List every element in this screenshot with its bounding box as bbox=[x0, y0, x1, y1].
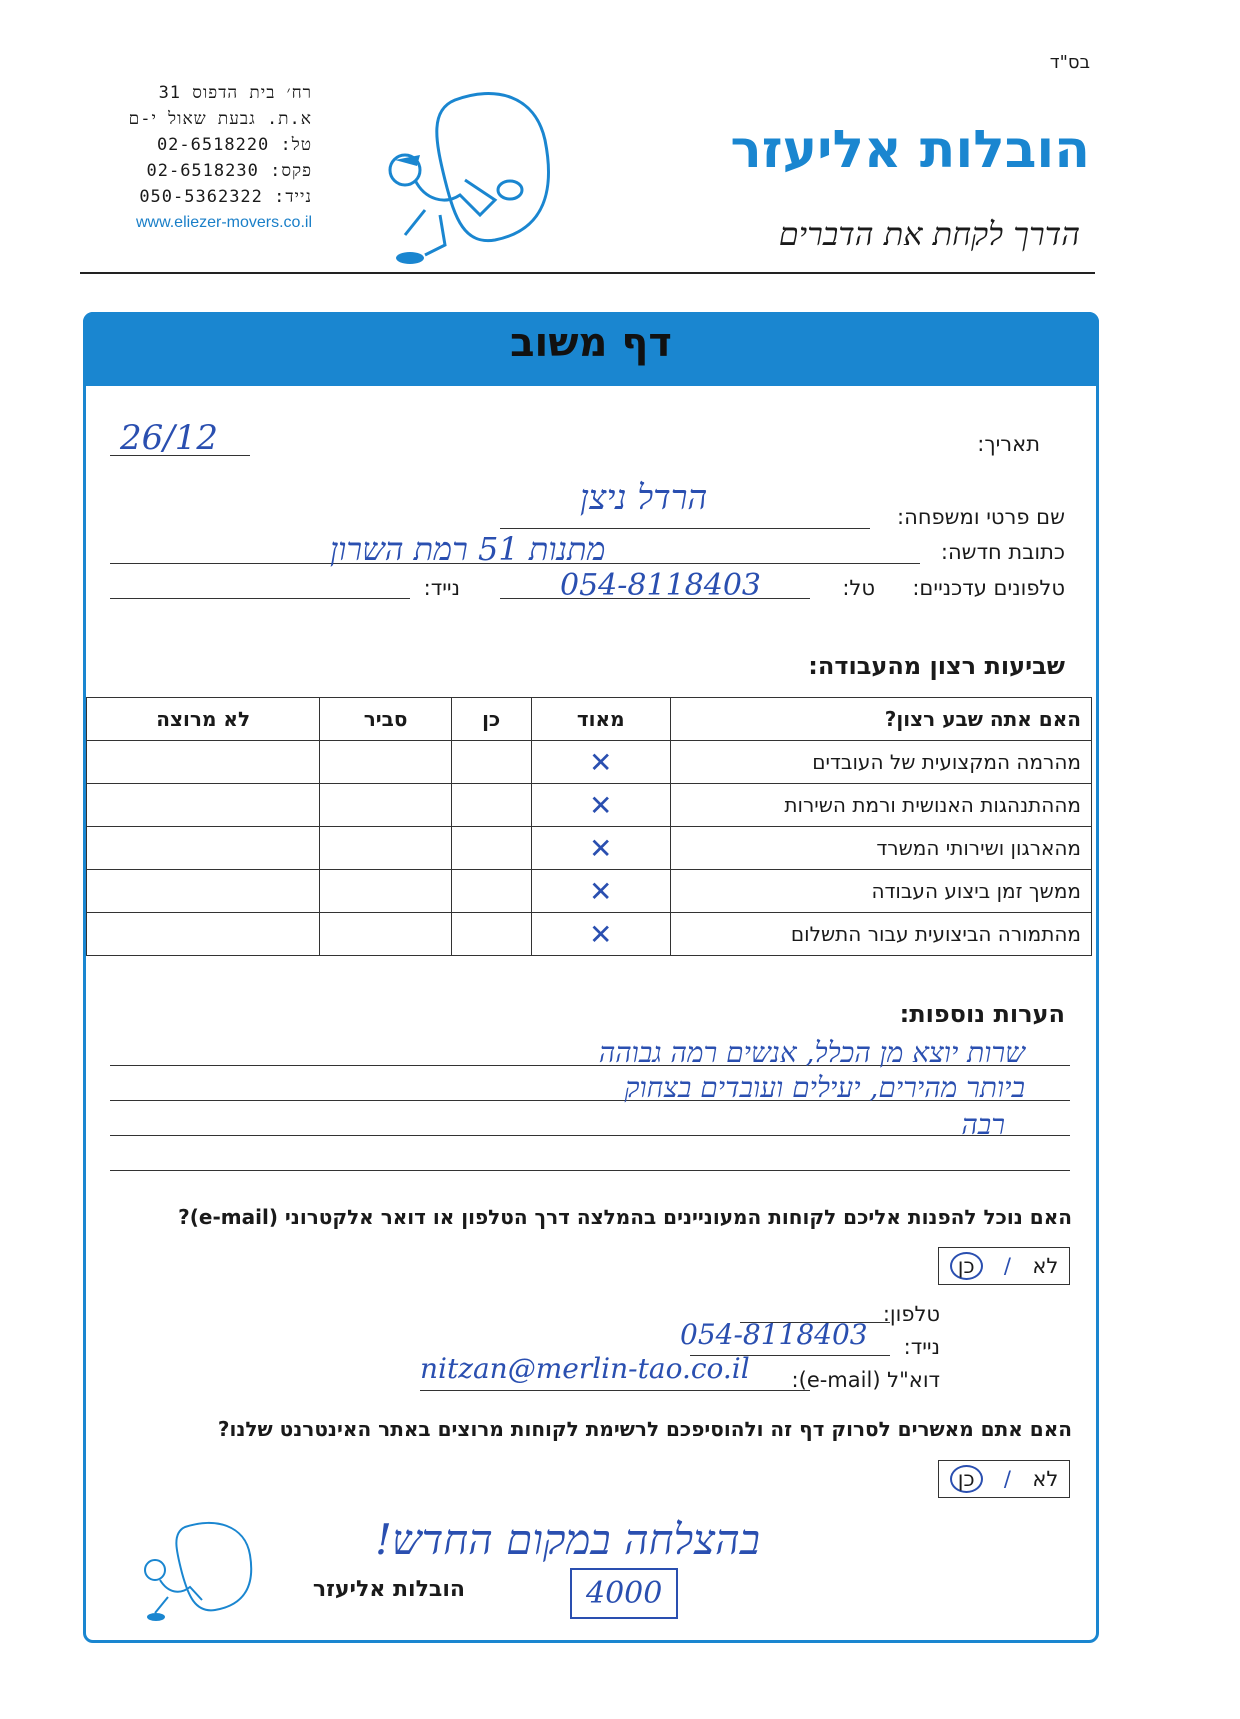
notes-text-3: רבה bbox=[961, 1108, 1005, 1141]
notes-line-3 bbox=[110, 1135, 1070, 1136]
contact-area: א.ת. גבעת שאול י-ם bbox=[128, 109, 312, 129]
row-label: ממשך זמן ביצוע העבודה bbox=[671, 870, 1092, 913]
empty-cell[interactable] bbox=[320, 784, 452, 827]
phones-label: טלפונים עדכניים: bbox=[912, 576, 1065, 600]
table-row bbox=[87, 827, 1092, 870]
check-mark[interactable]: ✕ bbox=[531, 827, 671, 870]
empty-cell[interactable] bbox=[87, 741, 320, 784]
empty-cell[interactable] bbox=[320, 870, 452, 913]
empty-cell[interactable] bbox=[320, 827, 452, 870]
address-label: כתובת חדשה: bbox=[940, 540, 1065, 564]
date-label: תאריך: bbox=[977, 432, 1040, 456]
mobile-line bbox=[110, 598, 410, 599]
satisfaction-title: שביעות רצון מהעבודה: bbox=[808, 652, 1065, 680]
header-divider bbox=[80, 272, 1095, 274]
contact-block bbox=[82, 80, 312, 236]
referral-yes-no[interactable]: לא / כן bbox=[938, 1247, 1070, 1285]
address-value: מתנות 51 רמת השרון bbox=[330, 530, 606, 568]
empty-cell[interactable] bbox=[87, 827, 320, 870]
referral-yes-option[interactable]: כן bbox=[950, 1252, 983, 1280]
mover-mascot-small-icon bbox=[140, 1515, 270, 1625]
empty-cell[interactable] bbox=[451, 784, 531, 827]
name-line bbox=[500, 528, 870, 529]
contact-street: רח׳ בית הדפוס 31 bbox=[158, 83, 312, 103]
column-header: האם אתה שבע רצון? bbox=[671, 698, 1092, 741]
contact-fax: פקס: 02-6518230 bbox=[146, 161, 312, 181]
check-mark[interactable]: ✕ bbox=[531, 870, 671, 913]
publish-yes-no[interactable]: לא / כן bbox=[938, 1460, 1070, 1498]
column-header: סביר bbox=[320, 698, 452, 741]
column-header: לא מרוצה bbox=[87, 698, 320, 741]
referral-question: האם נוכל להפנות אליכם לקוחות המעוניינים בהמלצה דרך הטלפון או דואר אלקטרוני (e-mail)? bbox=[178, 1205, 1072, 1229]
check-mark[interactable]: ✕ bbox=[531, 784, 671, 827]
footer-company: הובלות אליעזר bbox=[312, 1577, 465, 1602]
mover-mascot-icon bbox=[385, 80, 610, 270]
referral-email-line bbox=[420, 1390, 810, 1391]
empty-cell[interactable] bbox=[451, 741, 531, 784]
contact-website: www.eliezer-movers.co.il bbox=[135, 214, 312, 231]
table-row bbox=[87, 870, 1092, 913]
referral-no-option[interactable]: לא bbox=[1032, 1254, 1059, 1278]
closing-message: בהצלחה במקום החדש! bbox=[375, 1515, 760, 1564]
empty-cell[interactable] bbox=[320, 741, 452, 784]
contact-phone: טל: 02-6518220 bbox=[156, 135, 312, 155]
bsd-mark: בס"ד bbox=[1049, 52, 1090, 73]
company-slogan: הדרך לקחת את הדברים bbox=[778, 215, 1080, 253]
empty-cell[interactable] bbox=[320, 913, 452, 956]
referral-phone-label: טלפון: bbox=[882, 1302, 940, 1326]
row-label: מהרמה המקצועית של העובדים bbox=[671, 741, 1092, 784]
company-name: הובלות אליעזר bbox=[730, 120, 1090, 180]
table-row bbox=[87, 784, 1092, 827]
check-mark[interactable]: ✕ bbox=[531, 741, 671, 784]
row-label: מההתנהגות האנושית ורמת השירות bbox=[671, 784, 1092, 827]
table-row bbox=[87, 913, 1092, 956]
date-value: 26/12 bbox=[120, 418, 218, 458]
notes-line-4 bbox=[110, 1170, 1070, 1171]
empty-cell[interactable] bbox=[451, 913, 531, 956]
row-label: מהתמורה הביצועית עבור התשלום bbox=[671, 913, 1092, 956]
empty-cell[interactable] bbox=[87, 870, 320, 913]
notes-text-1: שרות יוצא מן הכלל, אנשים רמה גבוהה bbox=[598, 1036, 1025, 1069]
notes-title: הערות נוספות: bbox=[899, 1000, 1065, 1028]
publish-yes-option[interactable]: כן bbox=[950, 1465, 983, 1493]
contact-mobile: נייד: 050-5362322 bbox=[139, 187, 312, 207]
amount-box: 4000 bbox=[570, 1568, 678, 1619]
publish-question: האם אתם מאשרים לסרוק דף זה ולהוסיפכם לרשימת לקוחות מרוצים באתר האינטרנט שלנו? bbox=[217, 1417, 1072, 1441]
row-label: מהארגון ושירותי המשרד bbox=[671, 827, 1092, 870]
name-value: הרדל ניצן bbox=[580, 478, 708, 518]
phone-value: 054-8118403 bbox=[560, 568, 762, 603]
notes-text-2: ביותר מהירים, יעילים ועובדים בצחוק bbox=[624, 1071, 1025, 1104]
phone-label: טל: bbox=[842, 576, 875, 600]
referral-email-label: דוא"ל (e-mail): bbox=[791, 1368, 940, 1392]
empty-cell[interactable] bbox=[87, 913, 320, 956]
empty-cell[interactable] bbox=[451, 827, 531, 870]
satisfaction-header-row bbox=[87, 698, 1092, 741]
referral-email-value: nitzan@merlin-tao.co.il bbox=[420, 1352, 750, 1385]
name-label: שם פרטי ומשפחה: bbox=[897, 505, 1065, 529]
mobile-label: נייד: bbox=[423, 576, 460, 600]
publish-no-option[interactable]: לא bbox=[1032, 1467, 1059, 1491]
empty-cell[interactable] bbox=[451, 870, 531, 913]
satisfaction-table bbox=[86, 697, 1092, 956]
empty-cell[interactable] bbox=[87, 784, 320, 827]
column-header: מאוד bbox=[531, 698, 671, 741]
check-mark[interactable]: ✕ bbox=[531, 913, 671, 956]
form-title: דף משוב bbox=[510, 320, 672, 366]
table-row bbox=[87, 741, 1092, 784]
column-header: כן bbox=[451, 698, 531, 741]
referral-mobile-value: 054-8118403 bbox=[680, 1318, 868, 1351]
referral-mobile-label: נייד: bbox=[903, 1335, 940, 1359]
